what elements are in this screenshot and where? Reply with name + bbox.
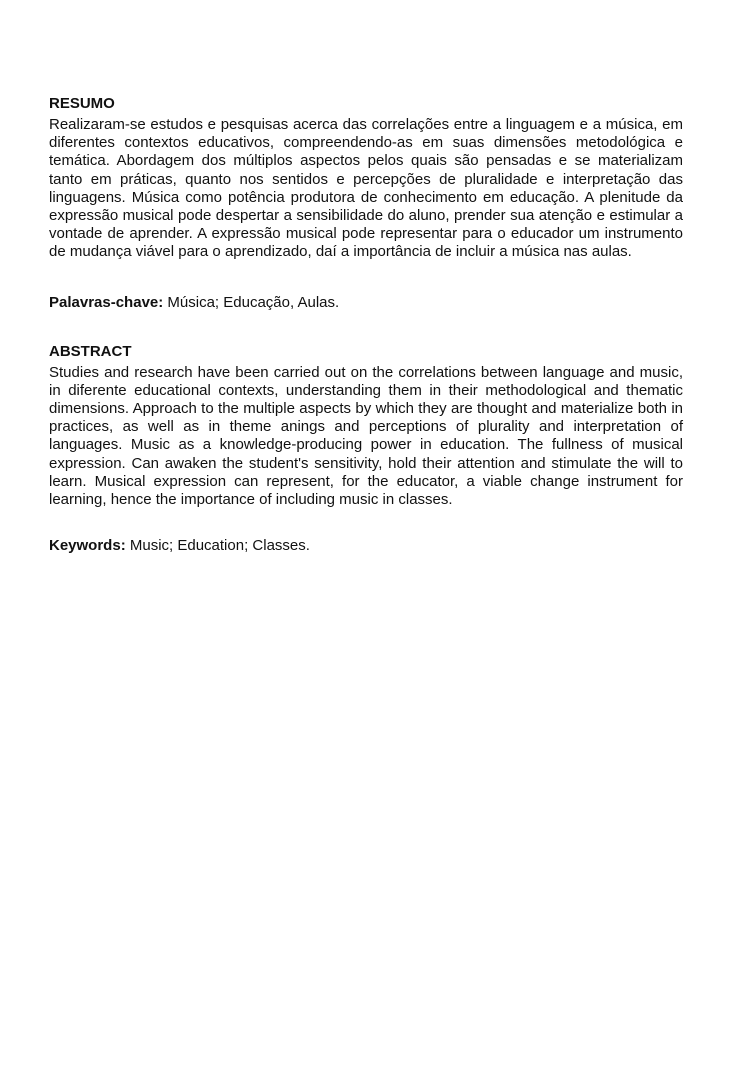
resumo-body: Realizaram-se estudos e pesquisas acerca das correlações entre a linguagem e a música, em diferentes contextos educativos, compreendendo-as em suas dimensões metodológica e temática. Abordagem dos múltiplos aspectos pelos quais são pensadas e se materializam tanto em práticas, quanto nos sentidos e percepções de pluralidade e interpretação das linguagens. Música como potência produtora de conhecimento em educação. A plenitude da expressão musical pode despertar a sensibilidade do aluno, prender sua atenção e estimular a vontade de aprender. A expressão musical pode representar para o educador um instrumento de mudança viável para o aprendizado, daí a importância de incluir a música nas aulas. <box>49 116 683 261</box>
abstract-section <box>49 343 683 510</box>
resumo-heading: RESUMO <box>49 95 115 112</box>
abstract-heading: ABSTRACT <box>49 342 132 360</box>
palavras-chave-line <box>49 294 683 312</box>
palavras-chave-value: Música; Educação, Aulas. <box>163 293 340 311</box>
keywords-label: Keywords: <box>49 537 126 555</box>
keywords-section <box>49 537 683 555</box>
abstract-body: Studies and research have been carried out on the correlations between language and music, in diferente educational contexts, understanding them in their methodological and thematic dimensions. Approach to the multiple aspects by which they are thought and materialize both in practices, as well as in theme anings and perceptions of plurality and interpretation of languages. Music as a knowledge-producing power in education. The fullness of musical expression. Can awaken the student's sensitivity, hold their attention and stimulate the will to learn. Musical expression can represent, for the educator, a viable change instrument for learning, hence the importance of including music in classes. <box>49 363 683 509</box>
palavras-chave-section <box>49 294 683 312</box>
document-page <box>49 95 683 555</box>
resumo-section <box>49 95 683 262</box>
keywords-line <box>49 537 683 555</box>
palavras-chave-label: Palavras-chave: <box>49 293 164 311</box>
keywords-value: Music; Education; Classes. <box>125 537 310 555</box>
